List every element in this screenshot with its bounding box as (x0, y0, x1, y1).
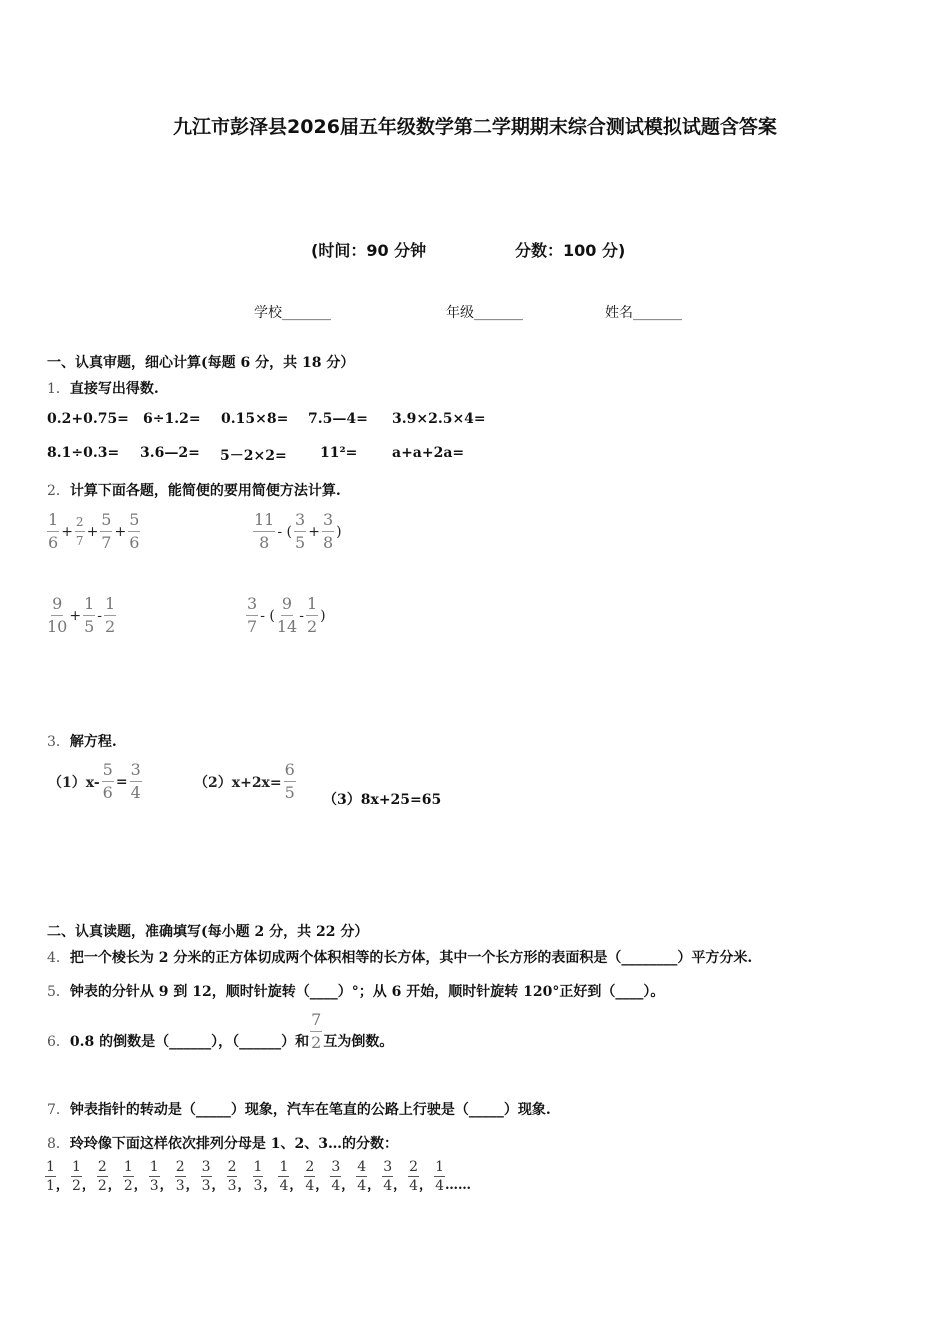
sequence-separator: ， (367, 1178, 381, 1193)
school-field[interactable]: 学校_______ (254, 305, 331, 321)
sequence-separator: ， (341, 1178, 355, 1193)
fraction: $\frac{3}{4}$ (130, 760, 141, 802)
question-7 (47, 1099, 551, 1119)
sequence-separator: ， (107, 1178, 121, 1193)
question-number: 5． (47, 984, 70, 1000)
fraction: $\frac{5}{7}$ (101, 510, 112, 552)
calc-item: 0.2+0.75= (47, 411, 129, 427)
fraction: $\frac{1}{2}$ (306, 594, 318, 636)
question-text: 把一个棱长为 2 分米的正方体切成两个体积相等的长方体，其中一个长方形的表面积是（________）平方分米. (69, 950, 753, 966)
expression-2: $\frac{11}{8}$ - ( $\frac{3}{5}$ + $\frac{3}{8}$ ) (254, 510, 342, 552)
sequence-separator: ， (55, 1178, 69, 1193)
sequence-separator: ， (419, 1178, 433, 1193)
equation-2: （2）x+2x= $\frac{6}{5}$ (194, 760, 295, 802)
sequence-ellipsis: …… (444, 1178, 471, 1193)
sequence-separator: ， (185, 1178, 199, 1193)
question-1 (47, 378, 159, 398)
sequence-fraction: $\frac{4}{4}$ (357, 1159, 367, 1194)
question-2 (47, 480, 341, 500)
page-title: 九江市彭泽县2026届五年级数学第二学期期末综合测试模拟试题含答案 (173, 116, 777, 138)
fraction: $\frac{9}{10}$ (47, 594, 68, 636)
sequence-separator: ， (393, 1178, 407, 1193)
question-text: 0.8 的倒数是（______），（______）和 (69, 1034, 310, 1050)
calc-item: 5－2×2= (220, 448, 287, 464)
sequence-fraction: $\frac{2}{3}$ (175, 1159, 185, 1194)
section-2-heading: 二、认真读题，准确填写(每小题 2 分，共 22 分） (47, 924, 369, 940)
expression-4: $\frac{3}{7}$ - ( $\frac{9}{14}$ - $\frac{1}{2}$ ) (247, 594, 326, 636)
question-3 (47, 731, 117, 751)
fraction: $\frac{7}{2}$ (311, 1010, 322, 1052)
question-text: 直接写出得数. (69, 381, 159, 397)
question-text: 互为倒数。 (323, 1034, 394, 1050)
fraction: $\frac{3}{5}$ (295, 510, 306, 552)
fraction: $\frac{3}{7}$ (247, 594, 258, 636)
sequence-separator: ， (315, 1178, 329, 1193)
fraction: $\frac{5}{6}$ (129, 510, 140, 552)
sequence-fraction: $\frac{2}{3}$ (227, 1159, 237, 1194)
fraction: $\frac{5}{6}$ (102, 760, 113, 802)
calc-item: 0.15×8= (221, 411, 289, 427)
sequence-separator: ， (211, 1178, 225, 1193)
question-6 (47, 1012, 393, 1051)
name-field[interactable]: 姓名_______ (605, 305, 682, 321)
question-number: 3． (47, 734, 70, 750)
sequence-separator: ， (159, 1178, 173, 1193)
expression-3: $\frac{9}{10}$ + $\frac{1}{5}$ - $\frac{1}{2}$ (47, 594, 116, 636)
fraction-sequence (45, 1160, 473, 1193)
sequence-separator: ， (289, 1178, 303, 1193)
sequence-separator: ， (237, 1178, 251, 1193)
section-1-heading: 一、认真审题，细心计算(每题 6 分，共 18 分） (47, 355, 355, 371)
fraction: $\frac{9}{14}$ (276, 594, 298, 636)
question-text: 钟表指针的转动是（_____）现象，汽车在笔直的公路上行驶是（_____）现象. (69, 1102, 551, 1118)
sequence-fraction: $\frac{2}{2}$ (97, 1159, 107, 1194)
expression-1: $\frac{1}{6}$ + $\frac{2}{7}$ + $\frac{5}{7}$ + $\frac{5}{6}$ (48, 510, 140, 552)
question-8 (47, 1133, 398, 1153)
question-number: 6． (47, 1034, 70, 1050)
sequence-fraction: $\frac{3}{3}$ (201, 1159, 211, 1194)
question-text: 解方程. (69, 734, 117, 750)
grade-field[interactable]: 年级_______ (446, 305, 523, 321)
exam-score: 分数：100 分) (515, 241, 626, 260)
sequence-fraction: $\frac{1}{2}$ (123, 1159, 133, 1194)
sequence-fraction: $\frac{1}{1}$ (46, 1159, 55, 1194)
sequence-fraction: $\frac{1}{3}$ (253, 1159, 263, 1194)
question-number: 4． (47, 950, 70, 966)
sequence-separator: ， (263, 1178, 277, 1193)
sequence-fraction: $\frac{1}{2}$ (71, 1159, 81, 1194)
calc-item: a+a+2a= (392, 445, 465, 461)
equation-3: （3）8x+25=65 (323, 792, 442, 808)
question-number: 1． (47, 381, 70, 397)
fraction: $\frac{6}{5}$ (284, 760, 295, 802)
equation-1: （1）x- $\frac{5}{6}$ = $\frac{3}{4}$ (48, 760, 141, 802)
sequence-fraction: $\frac{2}{4}$ (305, 1159, 315, 1194)
calc-item: 11²= (320, 445, 358, 461)
calc-item: 3.9×2.5×4= (392, 411, 486, 427)
fraction: $\frac{2}{7}$ (75, 515, 84, 548)
calc-item: 8.1÷0.3= (47, 445, 120, 461)
question-text: 计算下面各题，能简便的要用简便方法计算. (69, 483, 341, 499)
fraction: $\frac{1}{6}$ (48, 510, 59, 552)
calc-item: 6÷1.2= (143, 411, 201, 427)
question-text: 玲玲像下面这样依次排列分母是 1、2、3…的分数： (69, 1136, 399, 1152)
calc-item: 3.6—2= (140, 445, 200, 461)
question-text: 钟表的分针从 9 到 12，顺时针旋转（____）°；从 6 开始，顺时针旋转 120°正好到（____）。 (69, 984, 665, 1000)
sequence-fraction: $\frac{3}{4}$ (383, 1159, 393, 1194)
exam-time: (时间：90 分钟 (311, 241, 427, 260)
sequence-fraction: $\frac{1}{4}$ (435, 1159, 444, 1194)
question-number: 8． (47, 1136, 70, 1152)
question-number: 7． (47, 1102, 70, 1118)
question-number: 2． (47, 483, 70, 499)
question-5 (47, 981, 664, 1001)
sequence-separator: ， (81, 1178, 95, 1193)
sequence-separator: ， (133, 1178, 147, 1193)
fraction: $\frac{1}{2}$ (105, 594, 116, 636)
sequence-fraction: $\frac{1}{3}$ (149, 1159, 159, 1194)
fraction: $\frac{1}{5}$ (84, 594, 95, 636)
sequence-fraction: $\frac{2}{4}$ (409, 1159, 419, 1194)
fraction: $\frac{3}{8}$ (322, 510, 334, 552)
sequence-fraction: $\frac{3}{4}$ (331, 1159, 341, 1194)
sequence-fraction: $\frac{1}{4}$ (279, 1159, 289, 1194)
calc-item: 7.5—4= (308, 411, 368, 427)
question-4 (47, 947, 752, 967)
fraction: $\frac{11}{8}$ (254, 510, 275, 552)
